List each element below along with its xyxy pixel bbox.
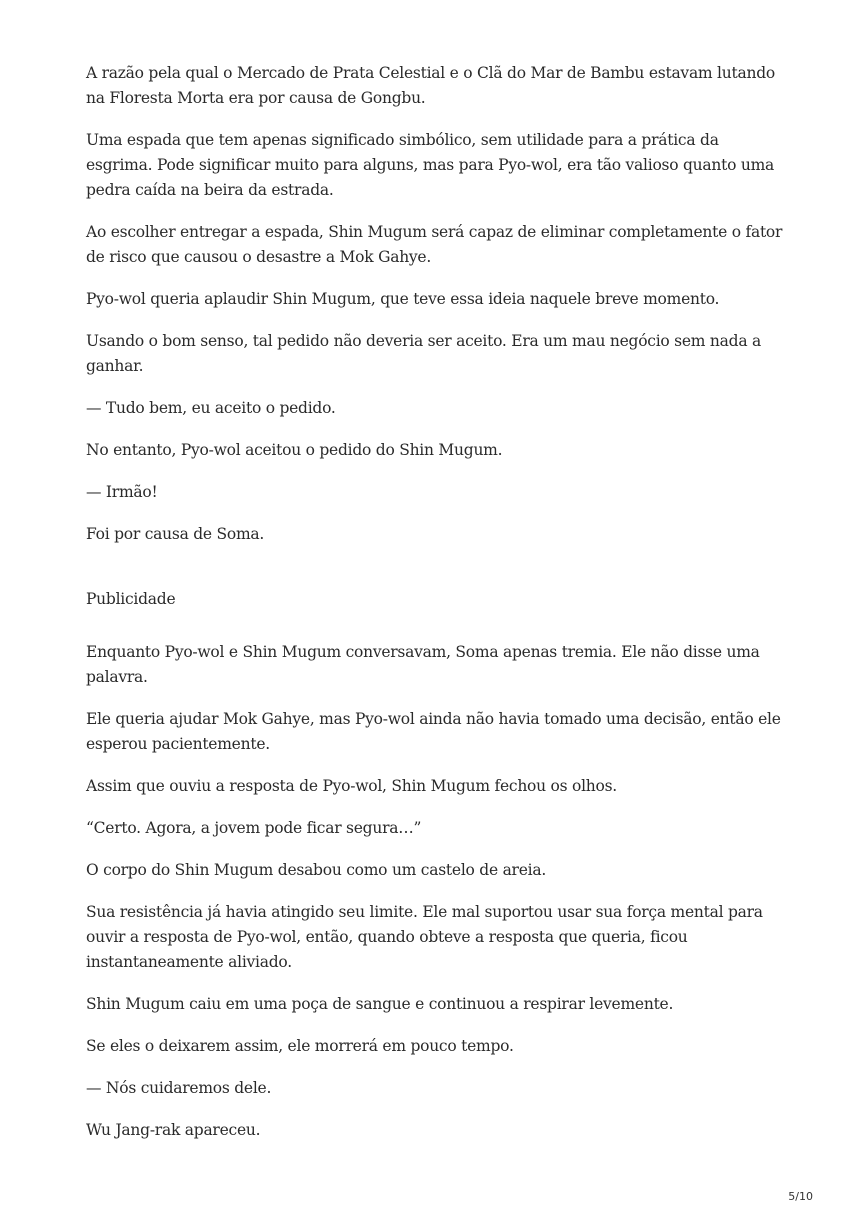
paragraph: A razão pela qual o Mercado de Prata Celestial e o Clã do Mar de Bambu estavam lutando na Floresta Morta era por causa de Gongbu. [86,64,775,107]
paragraph: No entanto, Pyo-wol aceitou o pedido do Shin Mugum. [86,441,503,459]
dialogue-line: — Irmão! [86,483,158,501]
paragraph: Ao escolher entregar a espada, Shin Mugum será capaz de eliminar completamente o fator de risco que causou o desastre a Mok Gahye. [86,223,783,266]
paragraph: Usando o bom senso, tal pedido não deveria ser aceito. Era um mau negócio sem nada a ganhar. [86,332,761,375]
paragraph: Shin Mugum caiu em uma poça de sangue e continuou a respirar levemente. [86,995,674,1013]
paragraph: Uma espada que tem apenas significado simbólico, sem utilidade para a prática da esgrima. Pode significar muito para alguns, mas para Pyo-wol, era tão valioso quanto uma pedra caída na beira da estrada. [86,131,775,199]
paragraph: Foi por causa de Soma. [86,525,265,543]
paragraph: Enquanto Pyo-wol e Shin Mugum conversavam, Soma apenas tremia. Ele não disse uma palavra. [86,643,760,686]
paragraph: O corpo do Shin Mugum desabou como um castelo de areia. [86,861,547,879]
paragraph: Ele queria ajudar Mok Gahye, mas Pyo-wol ainda não havia tomado uma decisão, então ele esperou pacientemente. [86,710,781,753]
document-body [86,61,786,1160]
paragraph: Pyo-wol queria aplaudir Shin Mugum, que teve essa ideia naquele breve momento. [86,290,720,308]
paragraph: Wu Jang-rak apareceu. [86,1121,261,1139]
paragraph: Assim que ouviu a resposta de Pyo-wol, Shin Mugum fechou os olhos. [86,777,617,795]
paragraph: Se eles o deixarem assim, ele morrerá em pouco tempo. [86,1037,514,1055]
dialogue-line: “Certo. Agora, a jovem pode ficar segura…” [86,819,422,837]
paragraph: Sua resistência já havia atingido seu limite. Ele mal suportou usar sua força mental para ouvir a resposta de Pyo-wol, então, quando obteve a resposta que queria, ficou instantaneamente aliviado. [86,903,763,971]
page-number: 5/10 [788,1190,813,1203]
advertisement-label: Publicidade [86,590,176,608]
dialogue-line: — Nós cuidaremos dele. [86,1079,272,1097]
dialogue-line: — Tudo bem, eu aceito o pedido. [86,399,336,417]
